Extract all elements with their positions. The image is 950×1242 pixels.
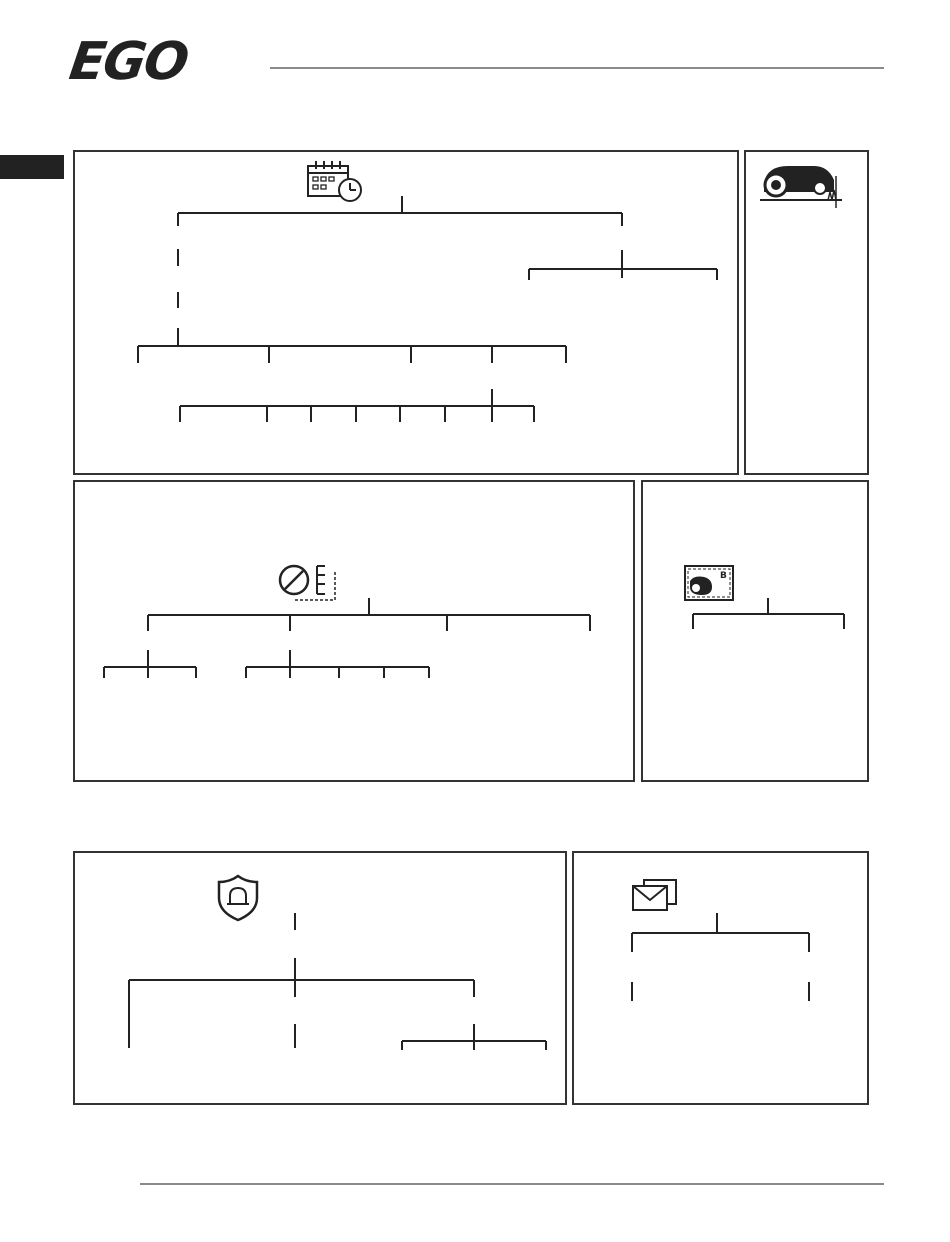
svg-text:B: B — [720, 571, 727, 581]
ego-logo: EGO — [65, 32, 191, 92]
footer-rule — [140, 1183, 884, 1185]
